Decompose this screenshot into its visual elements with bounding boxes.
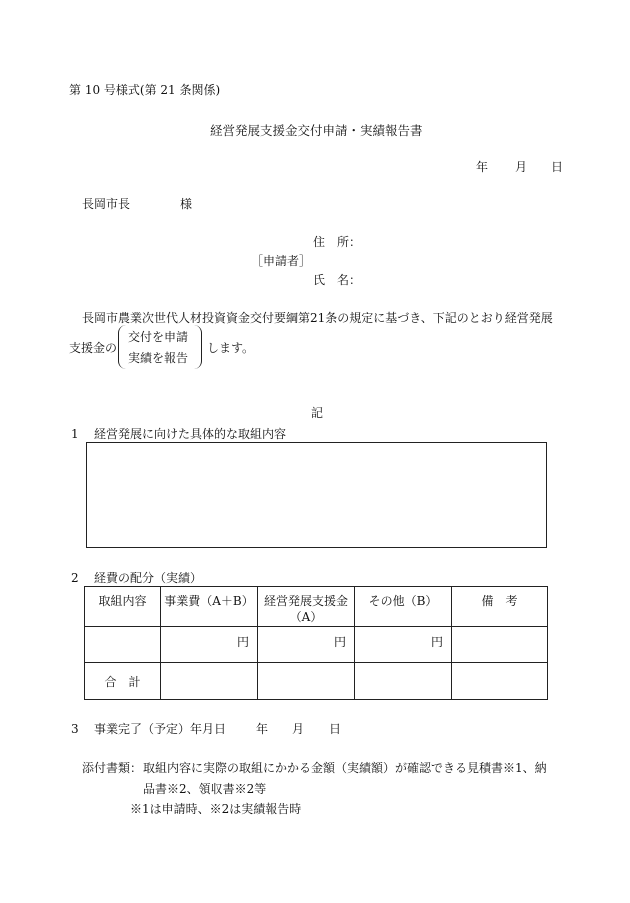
name-label: 氏 名： [313,273,362,287]
header-initiative: 取組内容 [85,587,161,627]
section-3-title: 事業完了（予定）年月日 [94,722,227,736]
completion-year: 年 [256,722,269,736]
header-remarks: 備 考 [452,587,548,627]
table-total-row [85,663,548,700]
date-month: 月 [515,160,528,174]
cell-project-cost-yen[interactable]: 円 [161,627,258,663]
ki-label: 記 [311,406,324,420]
cell-remarks[interactable] [452,627,548,663]
header-other: その他（B） [355,587,452,627]
addressee-name: 長岡市長 [82,197,131,211]
section-2-title: 経費の配分（実績） [94,571,203,585]
attachments-note: ※1は申請時、※2は実績報告時 [130,802,302,816]
attachments-line-1: 取組内容に実際の取組にかかる金額（実績額）が確認できる見積書※1、納 [143,761,547,775]
cell-support-fund-yen[interactable]: 円 [258,627,355,663]
date-day: 日 [551,160,564,174]
section-1-content-box[interactable] [86,442,547,548]
total-other[interactable] [355,663,452,700]
date-year: 年 [476,160,489,174]
completion-month: 月 [292,722,305,736]
body-line-2-suffix: します。 [207,341,255,355]
expense-table [84,586,548,700]
option-apply: 交付を申請 [128,330,189,344]
applicant-role-label: ［申請者］ [251,254,312,268]
completion-day: 日 [329,722,342,736]
document-title: 経営発展支援金交付申請・実績報告書 [210,123,423,138]
section-1-number: 1 [71,427,79,441]
section-2-number: 2 [71,571,79,585]
address-label: 住 所： [313,235,362,249]
header-project-cost: 事業費（A＋B） [161,587,258,627]
cell-initiative[interactable] [85,627,161,663]
cell-other-yen[interactable]: 円 [355,627,452,663]
option-report: 実績を報告 [128,351,189,365]
attachments-line-2: 品書※2、領収書※2等 [143,782,267,796]
total-label: 合 計 [85,663,161,700]
form-number: 第 10 号様式(第 21 条関係) [69,83,221,97]
total-remarks[interactable] [452,663,548,700]
section-1-title: 経営発展に向けた具体的な取組内容 [94,427,287,441]
body-line-1: 長岡市農業次世代人材投資資金交付要綱第21条の規定に基づき、下記のとおり経営発展 [82,311,553,325]
attachments-label: 添付書類： [82,761,143,775]
section-3-number: 3 [71,722,79,736]
total-project-cost[interactable] [161,663,258,700]
table-header-row [85,587,548,627]
header-support-fund: 経営発展支援金（A） [258,587,355,627]
table-row [85,627,548,663]
addressee-suffix: 様 [180,197,193,211]
body-line-2-prefix: 支援金の [69,341,118,355]
total-support-fund[interactable] [258,663,355,700]
